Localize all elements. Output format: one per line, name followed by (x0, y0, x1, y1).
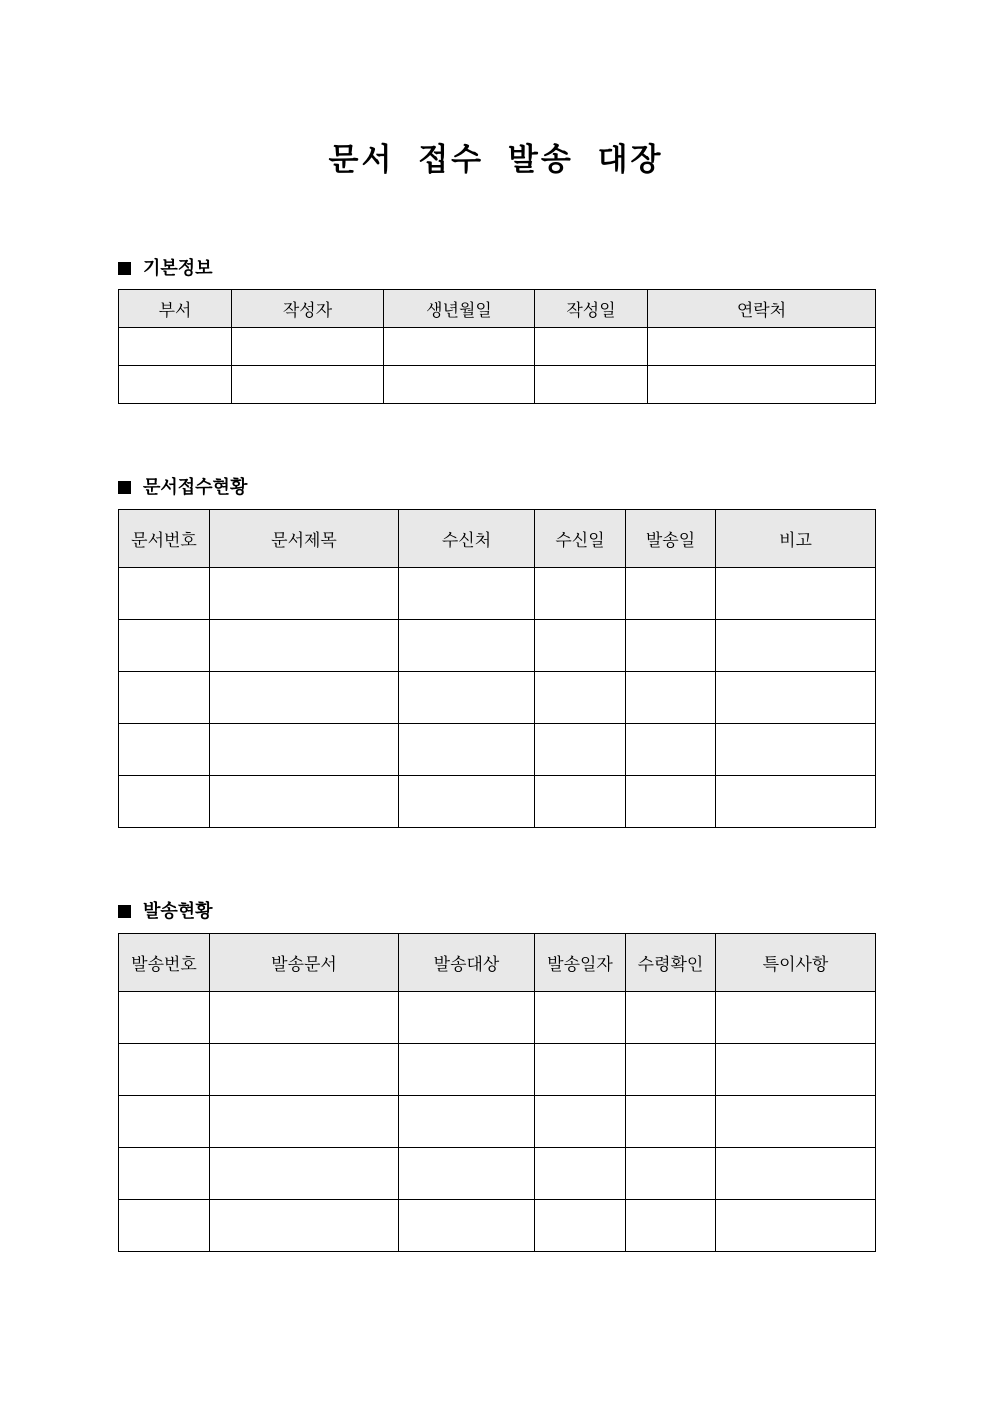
table-cell[interactable] (119, 1044, 210, 1096)
table-row (119, 992, 876, 1044)
column-header: 비고 (716, 510, 876, 568)
table-cell[interactable] (716, 620, 876, 672)
column-header: 생년월일 (384, 290, 535, 328)
table-row (119, 724, 876, 776)
column-header: 발송문서 (210, 934, 399, 992)
table-cell[interactable] (119, 992, 210, 1044)
table-cell[interactable] (210, 672, 399, 724)
table-cell[interactable] (535, 776, 626, 828)
table-cell[interactable] (399, 672, 535, 724)
table-cell[interactable] (535, 992, 626, 1044)
table-cell[interactable] (626, 776, 716, 828)
table-cell[interactable] (535, 1200, 626, 1252)
dispatch-table (118, 933, 876, 1252)
table-cell[interactable] (626, 672, 716, 724)
table-cell[interactable] (626, 724, 716, 776)
table-cell[interactable] (384, 366, 535, 404)
table-cell[interactable] (716, 1096, 876, 1148)
table-cell[interactable] (535, 568, 626, 620)
table-cell[interactable] (535, 328, 648, 366)
table-header-row (119, 934, 876, 992)
table-cell[interactable] (210, 1200, 399, 1252)
column-header: 작성일 (535, 290, 648, 328)
column-header: 발송일 (626, 510, 716, 568)
table-cell[interactable] (535, 1096, 626, 1148)
table-row (119, 776, 876, 828)
table-cell[interactable] (399, 1148, 535, 1200)
table-cell[interactable] (716, 1148, 876, 1200)
section-heading-label: 발송현황 (143, 901, 213, 922)
square-bullet-icon (118, 481, 131, 494)
table-cell[interactable] (399, 1044, 535, 1096)
column-header: 문서제목 (210, 510, 399, 568)
table-row (119, 1148, 876, 1200)
table-cell[interactable] (119, 672, 210, 724)
column-header: 연락처 (648, 290, 876, 328)
table-cell[interactable] (232, 328, 384, 366)
table-cell[interactable] (716, 1044, 876, 1096)
table-cell[interactable] (210, 1148, 399, 1200)
table-cell[interactable] (716, 776, 876, 828)
table-cell[interactable] (210, 724, 399, 776)
table-row (119, 672, 876, 724)
receipt-table (118, 509, 876, 828)
table-cell[interactable] (626, 1148, 716, 1200)
table-cell[interactable] (626, 568, 716, 620)
table-cell[interactable] (535, 1044, 626, 1096)
table-cell[interactable] (626, 992, 716, 1044)
table-cell[interactable] (648, 366, 876, 404)
column-header: 특이사항 (716, 934, 876, 992)
table-cell[interactable] (399, 568, 535, 620)
table-cell[interactable] (716, 992, 876, 1044)
column-header: 문서번호 (119, 510, 210, 568)
column-header: 발송대상 (399, 934, 535, 992)
table-row (119, 328, 876, 366)
table-cell[interactable] (535, 672, 626, 724)
table-cell[interactable] (119, 1148, 210, 1200)
column-header: 부서 (119, 290, 232, 328)
section-heading-label: 문서접수현황 (143, 477, 248, 498)
table-cell[interactable] (399, 776, 535, 828)
square-bullet-icon (118, 905, 131, 918)
column-header: 수신처 (399, 510, 535, 568)
table-cell[interactable] (119, 1096, 210, 1148)
column-header: 작성자 (232, 290, 384, 328)
table-cell[interactable] (399, 1200, 535, 1252)
table-cell[interactable] (626, 1044, 716, 1096)
table-cell[interactable] (399, 724, 535, 776)
table-cell[interactable] (119, 568, 210, 620)
table-header-row (119, 510, 876, 568)
table-cell[interactable] (716, 568, 876, 620)
table-cell[interactable] (119, 724, 210, 776)
table-cell[interactable] (648, 328, 876, 366)
table-cell[interactable] (716, 672, 876, 724)
table-row (119, 568, 876, 620)
section-heading-dispatch (118, 897, 213, 923)
table-row (119, 620, 876, 672)
table-cell[interactable] (210, 776, 399, 828)
section-heading-receipt (118, 473, 247, 499)
column-header: 발송일자 (535, 934, 626, 992)
table-cell[interactable] (535, 366, 648, 404)
table-cell[interactable] (119, 1200, 210, 1252)
table-cell[interactable] (399, 992, 535, 1044)
table-cell[interactable] (384, 328, 535, 366)
table-row (119, 366, 876, 404)
table-cell[interactable] (210, 1096, 399, 1148)
table-cell[interactable] (210, 568, 399, 620)
section-heading-basic (118, 254, 213, 280)
table-cell[interactable] (399, 1096, 535, 1148)
table-cell[interactable] (535, 620, 626, 672)
table-cell[interactable] (626, 1096, 716, 1148)
square-bullet-icon (118, 262, 131, 275)
column-header: 수신일 (535, 510, 626, 568)
table-row (119, 1200, 876, 1252)
table-cell[interactable] (399, 620, 535, 672)
table-cell[interactable] (119, 776, 210, 828)
table-cell[interactable] (535, 1148, 626, 1200)
section-heading-label: 기본정보 (143, 258, 213, 279)
table-row (119, 1096, 876, 1148)
table-cell[interactable] (210, 1044, 399, 1096)
table-cell[interactable] (626, 1200, 716, 1252)
table-cell[interactable] (210, 992, 399, 1044)
column-header: 발송번호 (119, 934, 210, 992)
table-cell[interactable] (535, 724, 626, 776)
column-header: 수령확인 (626, 934, 716, 992)
table-cell[interactable] (119, 620, 210, 672)
table-cell[interactable] (716, 724, 876, 776)
table-cell[interactable] (626, 620, 716, 672)
table-row (119, 1044, 876, 1096)
table-cell[interactable] (119, 366, 232, 404)
table-cell[interactable] (119, 328, 232, 366)
table-cell[interactable] (210, 620, 399, 672)
page-title: 문서 접수 발송 대장 (328, 142, 664, 178)
basic-info-table (118, 289, 876, 404)
table-header-row (119, 290, 876, 328)
table-cell[interactable] (716, 1200, 876, 1252)
table-cell[interactable] (232, 366, 384, 404)
